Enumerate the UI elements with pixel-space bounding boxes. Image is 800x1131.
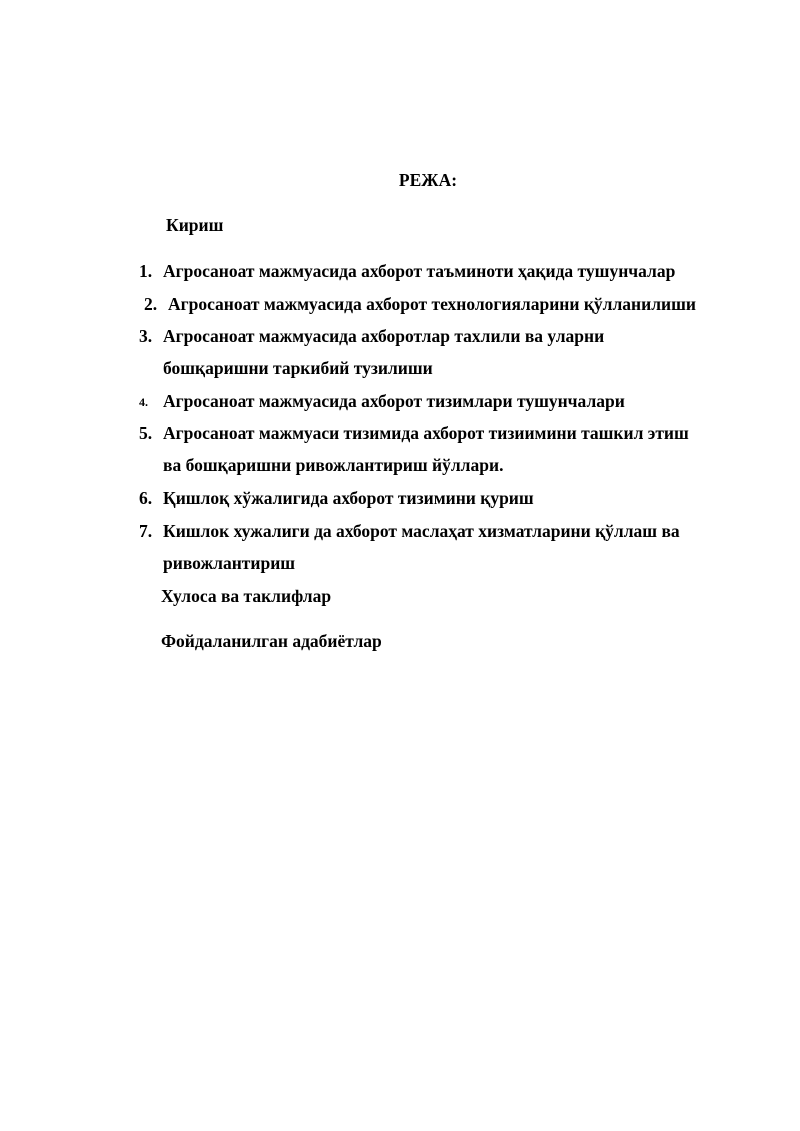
- references-heading: Фойдаланилган адабиётлар: [161, 631, 382, 651]
- item-3-number: 3.: [139, 326, 153, 346]
- plan-title: РЕЖА:: [398, 170, 458, 190]
- item-4-text: Агросаноат мажмуасида ахборот тизимлари тушунчалари: [163, 391, 625, 411]
- item-5-number: 5.: [139, 423, 153, 443]
- item-2-number: 2.: [144, 294, 158, 314]
- item-2-text: Агросаноат мажмуасида ахборот технологияларини қўлланилиши: [168, 294, 696, 314]
- item-6-number: 6.: [139, 488, 153, 508]
- intro-heading: Кириш: [166, 215, 224, 235]
- item-3-text-line-1: Агросаноат мажмуасида ахборотлар тахлили ва уларни: [163, 326, 605, 346]
- item-3-text-line-2: бошқаришни таркибий тузилиши: [163, 358, 433, 378]
- item-7-number: 7.: [139, 521, 153, 541]
- item-7-text-line-2: ривожлантириш: [163, 553, 296, 573]
- item-4-number: 4.: [139, 395, 148, 409]
- item-1-text: Агросаноат мажмуасида ахборот таъминоти ҳақида тушунчалар: [163, 261, 676, 281]
- item-5-text-line-2: ва бошқаришни ривожлантириш йўллари.: [163, 455, 504, 475]
- item-1-number: 1.: [139, 261, 153, 281]
- item-6-text: Қишлоқ хўжалигида ахборот тизимини қуриш: [163, 488, 534, 508]
- conclusion-heading: Хулоса ва таклифлар: [161, 586, 332, 606]
- item-5-text-line-1: Агросаноат мажмуаси тизимида ахборот тизиимини ташкил этиш: [163, 423, 689, 443]
- item-7-text-line-1: Кишлок хужалиги да ахборот маслаҳат хизматларини қўллаш ва: [163, 521, 680, 541]
